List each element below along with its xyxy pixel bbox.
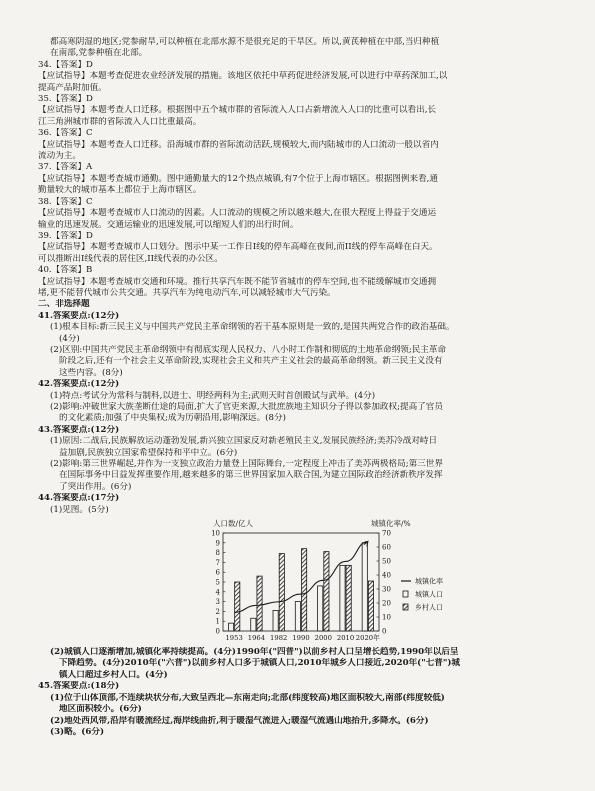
text-line: (2)影响:第三世界崛起,并作为一支独立政治力量登上国际舞台,一定程度上冲击了美苏两极格局;第三世界 — [50, 459, 443, 470]
y-axis-left-label: 人口数/亿人 — [213, 519, 254, 529]
text-line: 44.答案要点:(17分) — [38, 493, 120, 504]
bar-rural-population — [346, 565, 351, 631]
text-line: 【应试指导】本题考查城市交通和环境。推行共享汽车既不能节省城市的停车空间,也不能缓解城市交通拥 — [38, 276, 437, 287]
text-line: (4分) — [59, 333, 80, 344]
text-line: 在南部,党参种植在北部。 — [50, 48, 148, 59]
text-line: (2)城镇人口逐渐增加,城镇化率持续提高。(4分)1990年("四普")以前乡村人口呈增长趋势,1990年以后呈 — [50, 647, 459, 658]
bar-rural-population — [279, 554, 284, 631]
bar-rural-population — [235, 582, 240, 631]
bar-urban-population — [318, 586, 323, 631]
text-line: (1)位于山体顶部,不连续块状分布,大致呈西北—东南走向;北部(纬度较高)地区面积较大,南部(纬度较低) — [50, 692, 445, 703]
text-line: 这些内容。(8分) — [59, 367, 123, 378]
y-axis-right-label: 城镇化率/% — [371, 519, 411, 529]
y-left-tick-label: 10 — [211, 529, 220, 538]
text-line: 堵,更不能替代城市公共交通。共享汽车为纯电动汽车,可以减轻城市大气污染。 — [38, 287, 336, 298]
y-left-tick-label: 1 — [215, 617, 220, 626]
bar-rural-population — [302, 549, 307, 631]
y-right-tick-label: 60 — [382, 543, 391, 552]
bar-urban-population — [340, 565, 345, 631]
text-line: (2)区别:中国共产党民主革命纲领中有彻底实现人民权力、八小时工作制和彻底的土地革命纲领;民主革命 — [50, 344, 447, 355]
y-right-tick-label: 50 — [382, 557, 391, 566]
x-tick-label: 2020年 — [355, 634, 380, 643]
text-line: (1)特点:考试分为常科与制科,以进士、明经两科为主;武则天时首创殿试与武举。(4分) — [50, 390, 376, 401]
y-left-tick-label: 0 — [215, 627, 220, 636]
y-right-tick-label: 20 — [382, 599, 391, 608]
text-line: 二、非选择题 — [38, 299, 90, 310]
y-left-tick-label: 8 — [215, 549, 220, 558]
bar-urban-population — [362, 543, 367, 631]
y-left-tick-label: 6 — [215, 568, 220, 577]
text-line: 的文化素质;加强了中央集权;成为历朝沿用,影响深远。(8分) — [59, 413, 286, 424]
y-left-tick-label: 5 — [215, 578, 220, 587]
text-line: 38.【答案】C — [38, 196, 93, 207]
text-line: (2)地处西风带,沿岸有暖流经过,海岸线曲折,利于暖湿气流进入;暖湿气流遇山地抬升,多降水。(6分) — [50, 715, 429, 726]
text-line: 益加剧,民族独立国家希望保持和平中立。(6分) — [59, 447, 238, 458]
text-line: (1)原因:二战后,民族解放运动蓬勃发展,新兴独立国家反对新老殖民主义,发展民族经济;美苏冷战对峙日 — [50, 436, 438, 447]
bar-urban-population — [251, 618, 256, 631]
text-line: 在国际事务中日益发挥重要作用,越来越多的第三世界国家加入联合国,为建立国际政治经济新秩序发挥 — [59, 470, 443, 481]
x-tick-label: 2010 — [336, 634, 355, 643]
y-left-tick-label: 3 — [215, 598, 220, 607]
text-line: 地区面积较小。(6分) — [59, 704, 142, 715]
text-line: (3)略。(6分) — [50, 726, 105, 737]
text-line: (2)影响:冲破世家大族垄断仕途的局面,扩大了官吏来源,大批庶族地主知识分子得以参加政权;提高了官员 — [50, 402, 443, 412]
text-line: 江三角洲城市群的省际流入人口比重最高。 — [38, 116, 202, 127]
text-line: 输业的迅速发展。交通运输业的迅速发展,可以缩短人们的出行时间。 — [38, 219, 299, 230]
text-line: 41.答案要点:(12分) — [38, 310, 120, 321]
y-left-tick-label: 7 — [215, 558, 220, 567]
legend-rural-swatch — [403, 604, 408, 610]
bar-urban-population — [273, 610, 278, 631]
bar-rural-population — [257, 576, 262, 631]
text-line: 勤量较大的城市基本上都位于上海市辖区。 — [38, 185, 202, 196]
text-line: (1)见图。(5分) — [50, 504, 109, 515]
legend-urban-swatch — [403, 591, 408, 597]
x-tick-label: 1953 — [225, 634, 243, 643]
y-left-tick-label: 4 — [215, 588, 220, 597]
text-line: 流动为主。 — [38, 151, 81, 162]
x-tick-label: 1964 — [247, 634, 266, 643]
y-right-tick-label: 30 — [382, 585, 391, 594]
text-line: 45.答案要点:(18分) — [38, 681, 120, 692]
population-chart — [165, 517, 465, 645]
text-line: 35.【答案】D — [38, 94, 93, 105]
bar-rural-population — [324, 552, 329, 631]
text-line: 43.答案要点:(12分) — [38, 424, 120, 435]
legend-label-urban: 城镇人口 — [415, 590, 443, 599]
x-tick-label: 2000 — [314, 634, 332, 643]
text-line: 40.【答案】B — [38, 265, 93, 276]
text-line: 37.【答案】A — [38, 162, 93, 173]
plot-frame — [223, 533, 379, 631]
bar-urban-population — [228, 623, 233, 631]
text-line: 都高寒阴湿的地区;党参耐旱,可以种植在北部水源不是很充足的干旱区。所以,黄芪种植在中部,当归种植 — [50, 37, 440, 47]
y-left-tick-label: 9 — [215, 539, 220, 548]
text-line: 【应试指导】本题考查城市通勤。图中通勤量大的12个热点城镇,有7个位于上海市辖区。根据图例来看,通 — [38, 173, 438, 184]
text-line: 【应试指导】本题考查城市人口划分。图示中某一工作日I线的停车高峰在夜间,而II线的停车高峰在白天。 — [38, 242, 438, 253]
text-line: 提高产品附加值。 — [38, 82, 107, 93]
text-line: 【应试指导】本题考查人口迁移。根据图中五个城市群的省际流入人口占新增流入人口的比重可以看出,长 — [38, 105, 437, 116]
y-right-tick-label: 70 — [382, 529, 391, 538]
text-line: (1)根本目标:新三民主义与中国共产党民主革命纲领的若干基本原则是一致的,是国共两党合作的政治基础。 — [50, 322, 455, 333]
bar-rural-population — [368, 581, 373, 631]
text-line: 可以推断出I线代表的居住区,II线代表的办公区。 — [38, 253, 223, 264]
text-line: 【应试指导】本题考查促进农业经济发展的措施。该地区依托中草药促进经济发展,可以进行中草药深加工,以 — [38, 71, 448, 82]
bar-urban-population — [295, 602, 300, 631]
population-chart-block — [38, 517, 563, 645]
text-line: 【应试指导】本题考查人口迁移。沿海城市群的省际流动活跃,规模较大,而内陆城市的人口流动一般以省内 — [38, 139, 439, 150]
answer-page — [38, 37, 563, 738]
y-left-tick-label: 2 — [215, 607, 220, 616]
y-right-tick-label: 0 — [382, 627, 387, 636]
x-tick-label: 1990 — [292, 634, 310, 643]
legend-label-rural: 乡村人口 — [415, 603, 443, 612]
text-line: 【应试指导】本题考查城市人口流动的因素。人口流动的规模之所以越来越大,在很大程度上得益于交通运 — [38, 208, 437, 219]
text-line: 36.【答案】C — [38, 128, 93, 139]
text-line: 了突出作用。(6分) — [59, 481, 132, 492]
text-line: 42.答案要点:(12分) — [38, 379, 120, 390]
text-line: 下降趋势。(4分)2010年("六普")以前乡村人口多于城镇人口,2010年城乡人口接近,2020年("七普")城 — [59, 658, 461, 669]
legend-label-urbanization: 城镇化率 — [415, 577, 443, 586]
answer-text-block — [38, 37, 563, 516]
y-right-tick-label: 40 — [382, 571, 391, 580]
text-line: 镇人口超过乡村人口。(4分) — [59, 669, 168, 680]
text-line: 34.【答案】D — [38, 59, 93, 70]
y-right-tick-label: 10 — [382, 613, 391, 622]
text-line: 39.【答案】D — [38, 230, 93, 241]
x-tick-label: 1982 — [270, 634, 288, 643]
text-line: 阶段之后,还有一个社会主义革命阶段,实现社会主义和共产主义社会的最高革命纲领。新三民主义没有 — [59, 356, 443, 367]
answer-text-block-2 — [38, 647, 563, 738]
